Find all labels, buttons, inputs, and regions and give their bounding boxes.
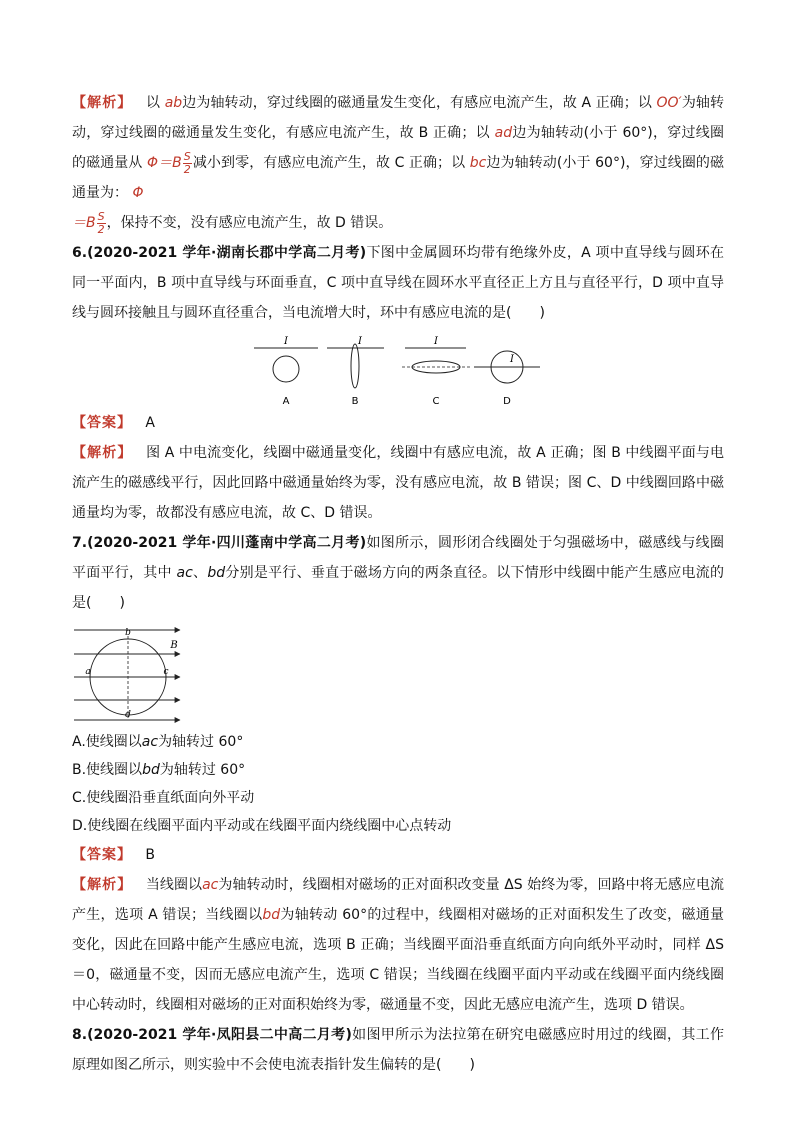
- figure-q6-d: [474, 351, 540, 406]
- question-source: (2020-2021 学年·四川蓬南中学高二月考): [87, 535, 367, 551]
- figure-label: B: [351, 396, 359, 406]
- field-label-B: B: [170, 640, 178, 651]
- question-source: (2020-2021 学年·湖南长郡中学高二月考): [87, 245, 367, 261]
- answer-q7: 【答案】 B: [72, 847, 155, 863]
- figure-label: A: [282, 396, 290, 406]
- analysis-paragraph-q5: 【解析】 以 ab边为轴转动，穿过线圈的磁通量发生变化，有感应电流产生，故 A 正确；以 OO′为轴转动，穿过线圈的磁通量发生变化，有感应电流产生，故 B 正确；以 ad边为轴转动(小于 60°)，穿过线圈的磁通量从 Φ＝B $\frac{S}{2}$ 减小到零，有感应电流产生，故 C 正确；以 bc边为轴转动(小于 60°)，穿过线圈的磁通量为： Φ ＝B $\frac{S}{2}$ ，保持不变，没有感应电流产生，故 D 错误。: [72, 95, 725, 236]
- figure-label: C: [432, 396, 440, 406]
- analysis-q6: 【解析】 图 A 中电流变化，线圈中磁通量变化，线圈中有感应电流，故 A 正确；图 B 中线圈平面与电流产生的磁感线平行，因此回路中磁通量始终为零，没有感应电流，故 B 错误；图 C、D 中线圈回路中磁通量均为零，故都没有感应电流，故 C、D 错误。: [72, 445, 725, 521]
- figure-q6-c: [402, 336, 470, 406]
- figure-q6-a: [254, 336, 318, 406]
- question-source: (2020-2021 学年·凤阳县二中高二月考): [87, 1027, 352, 1043]
- point-label-b: b: [125, 628, 131, 638]
- svg-text:I: I: [358, 336, 362, 347]
- question-7: 7.(2020-2021 学年·四川蓬南中学高二月考)如图所示，圆形闭合线圈处于匀强磁场中，磁感线与线圈平面平行，其中 ac、bd分别是平行、垂直于磁场方向的两条直径。以下情形中线圈中能产生感应电流的是( ): [72, 535, 725, 611]
- option-a: A.使线圈以ac为轴转过 60°: [72, 734, 244, 750]
- figure-q7-circle-in-field: [72, 624, 724, 724]
- svg-text:I: I: [434, 336, 438, 347]
- figure-q6-rings: [72, 334, 724, 406]
- point-label-d: d: [125, 710, 131, 720]
- analysis-q7: 【解析】 当线圈以ac为轴转动时，线圈相对磁场的正对面积改变量 ΔS 始终为零，回路中将无感应电流产生，选项 A 错误；当线圈以bd为轴转动 60°的过程中，线圈相对磁场的正对面积发生了改变，磁通量变化，因此在回路中能产生感应电流，选项 B 正确；当线圈平面沿垂直纸面方向向纸外平动时，同样 ΔS＝0，磁通量不变，因而无感应电流产生，选项 C 错误；当线圈在线圈平面内平动或在线圈平面内绕线圈中心转动时，线圈相对磁场的正对面积始终为零，磁通量不变，因此无感应电流产生，选项 D 错误。: [72, 877, 725, 1013]
- svg-text:I: I: [510, 354, 514, 365]
- fraction-s-over-2: $\frac{S}{2}$: [97, 209, 105, 236]
- answer-q6: 【答案】 A: [72, 415, 155, 431]
- analysis-tag: 【解析】: [72, 95, 133, 111]
- answer-value: B: [145, 847, 155, 863]
- figure-q6-b: [327, 336, 384, 406]
- figure-label: D: [503, 396, 511, 406]
- options-q7: [72, 728, 724, 840]
- answer-value: A: [145, 415, 155, 431]
- option-d: D.使线圈在线圈平面内平动或在线圈平面内绕线圈中心点转动: [72, 818, 452, 834]
- option-b: B.使线圈以bd为轴转过 60°: [72, 762, 246, 778]
- point-label-c: c: [163, 667, 169, 677]
- fraction-s-over-2: $\frac{S}{2}$: [183, 149, 191, 176]
- option-c: C.使线圈沿垂直纸面向外平动: [72, 790, 255, 806]
- document-page: [72, 88, 724, 1080]
- question-6: 6.(2020-2021 学年·湖南长郡中学高二月考)下图中金属圆环均带有绝缘外皮，A 项中直导线与圆环在同一平面内，B 项中直导线与环面垂直，C 项中直导线在圆环水平直径正上方且与直径平行，D 项中直导线与圆环接触且与圆环直径重合，当电流增大时，环中有感应电流的是( ): [72, 245, 725, 321]
- svg-text:I: I: [284, 336, 288, 347]
- point-label-a: a: [85, 667, 91, 677]
- question-8: 8.(2020-2021 学年·凤阳县二中高二月考)如图甲所示为法拉第在研究电磁感应时用过的线圈，其工作原理如图乙所示，则实验中不会使电流表指针发生偏转的是( ): [72, 1027, 724, 1073]
